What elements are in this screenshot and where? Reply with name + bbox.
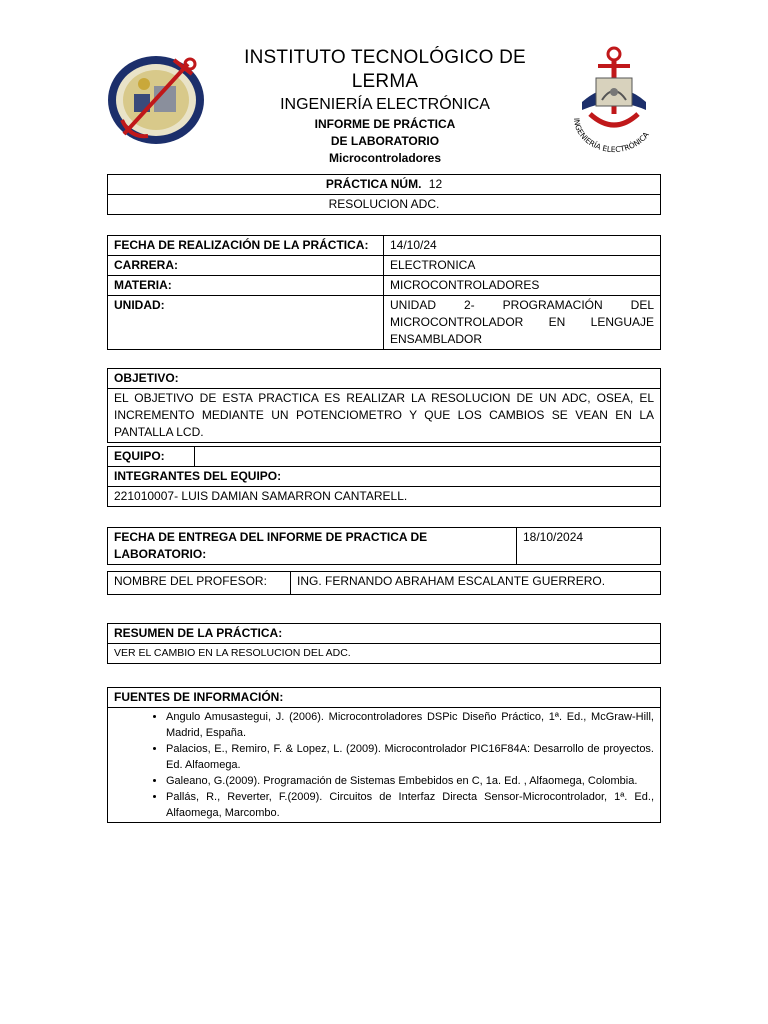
- members-label: INTEGRANTES DEL EQUIPO:: [108, 467, 661, 487]
- summary-text-row: [108, 644, 661, 664]
- info-value-unit: UNIDAD 2- PROGRAMACIÓN DEL MICROCONTROLADOR EN LENGUAJE ENSAMBLADOR: [384, 296, 661, 350]
- info-label-subject: MATERIA:: [108, 276, 384, 296]
- source-item: • Angulo Amusastegui, J. (2006). Microcontroladores DSPic Diseño Práctico, 1ª. Ed., McGraw-Hill, Madrid, España.: [166, 709, 654, 741]
- institute-name: INSTITUTO TECNOLÓGICO DE LERMA: [244, 47, 526, 92]
- team-table: [107, 446, 661, 507]
- career-name: INGENIERÍA ELECTRÓNICA: [280, 96, 490, 113]
- info-value-career: ELECTRONICA: [384, 256, 661, 276]
- sources-table: [107, 687, 661, 823]
- info-row-unit: [108, 296, 661, 350]
- professor-name: ING. FERNANDO ABRAHAM ESCALANTE GUERRERO.: [291, 572, 661, 595]
- institute-seal-logo: [104, 50, 212, 146]
- members-row: [108, 487, 661, 507]
- source-item: • Pallás, R., Reverter, F.(2009). Circuitos de Interfaz Directa Sensor-Microcontrolador, 1ª. Ed., Alfaomega, Marcombo.: [166, 789, 654, 821]
- members-header-row: [108, 467, 661, 487]
- delivery-table: [107, 527, 661, 565]
- info-label-date: FECHA DE REALIZACIÓN DE LA PRÁCTICA:: [108, 236, 384, 256]
- header-titles: [210, 46, 560, 167]
- sources-label: FUENTES DE INFORMACIÓN:: [108, 688, 661, 708]
- summary-header-row: [108, 624, 661, 644]
- info-table: [107, 235, 661, 350]
- source-item: • Palacios, E., Remiro, F. & Lopez, L. (2009). Microcontrolador PIC16F84A: Desarrollo de proyectos. Ed. Alfaomega.: [166, 741, 654, 773]
- info-row-date: [108, 236, 661, 256]
- objective-text: EL OBJETIVO DE ESTA PRACTICA ES REALIZAR LA RESOLUCION DE UN ADC, OSEA, EL INCREMENTO MEDIANTE UN POTENCIOMETRO Y QUE LOS CAMBIOS SE VEAN EN LA PANTALLA LCD.: [108, 389, 661, 443]
- info-label-unit: UNIDAD:: [108, 296, 384, 350]
- practice-number-label: PRÁCTICA NÚM.: [325, 177, 422, 191]
- practice-table: [107, 174, 661, 215]
- info-row-career: [108, 256, 661, 276]
- objective-table: [107, 368, 661, 443]
- members-text: 221010007- LUIS DAMIAN SAMARRON CANTARELL.: [108, 487, 661, 507]
- sources-list: [114, 709, 654, 821]
- team-row: [108, 447, 661, 467]
- delivery-value: 18/10/2024: [517, 528, 661, 565]
- sources-header-row: [108, 688, 661, 708]
- professor-label: NOMBRE DEL PROFESOR:: [108, 572, 291, 595]
- subject-name: Microcontroladores: [328, 151, 442, 165]
- info-value-date: 14/10/24: [384, 236, 661, 256]
- team-value: [195, 447, 661, 467]
- summary-table: [107, 623, 661, 664]
- practice-name: RESOLUCION ADC.: [108, 195, 661, 215]
- objective-label: OBJETIVO:: [108, 369, 661, 389]
- info-label-career: CARRERA:: [108, 256, 384, 276]
- practice-name-row: [108, 195, 661, 215]
- sources-list-row: [108, 708, 661, 823]
- delivery-label: FECHA DE ENTREGA DEL INFORME DE PRACTICA DE LABORATORIO:: [108, 528, 517, 565]
- electronics-engineering-logo: [568, 44, 660, 156]
- report-title-line1: INFORME DE PRÁCTICA: [314, 117, 456, 131]
- source-item: • Galeano, G.(2009). Programación de Sistemas Embebidos en C, 1a. Ed. , Alfaomega, Colombia.: [166, 773, 654, 789]
- objective-header-row: [108, 369, 661, 389]
- report-title-line2: DE LABORATORIO: [330, 134, 440, 148]
- delivery-row: [108, 528, 661, 565]
- professor-row: [108, 572, 661, 595]
- practice-number-value: 12: [428, 177, 443, 191]
- practice-number-row: [108, 175, 661, 195]
- info-row-subject: [108, 276, 661, 296]
- summary-text: VER EL CAMBIO EN LA RESOLUCION DEL ADC.: [108, 644, 661, 664]
- team-label: EQUIPO:: [108, 447, 195, 467]
- objective-text-row: [108, 389, 661, 443]
- professor-table: [107, 571, 661, 595]
- document-header: [0, 0, 768, 165]
- summary-label: RESUMEN DE LA PRÁCTICA:: [108, 624, 661, 644]
- right-logo-caption: INGENIERÍA ELECTRÓNICA: [571, 117, 651, 155]
- info-value-subject: MICROCONTROLADORES: [384, 276, 661, 296]
